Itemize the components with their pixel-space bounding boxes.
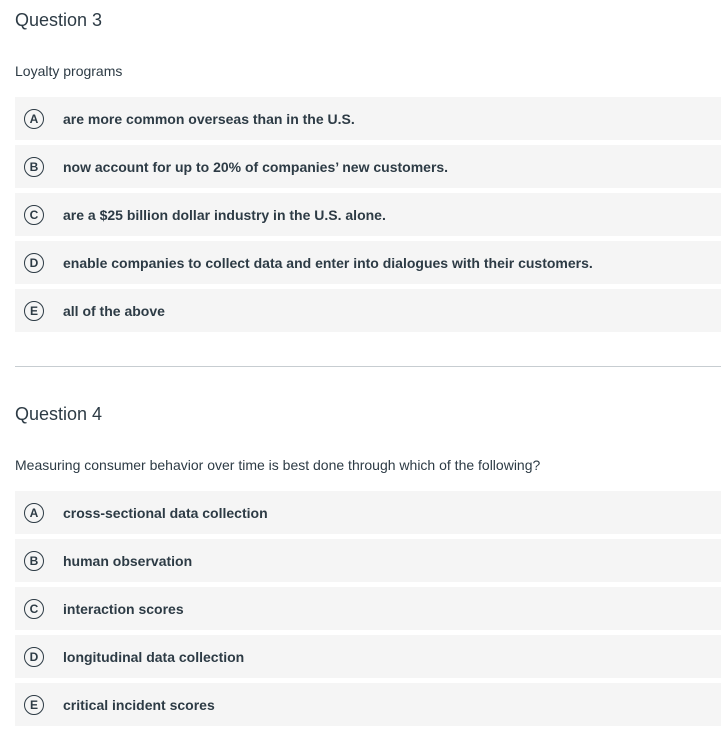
letter-a-badge: A xyxy=(24,503,44,523)
answer-text: cross-sectional data collection xyxy=(63,504,268,521)
answer-text: interaction scores xyxy=(63,600,184,617)
answer-option-e[interactable] xyxy=(15,289,721,332)
answer-option-d[interactable] xyxy=(15,635,721,678)
letter-b-badge: B xyxy=(24,551,44,571)
answer-option-a[interactable] xyxy=(15,97,721,140)
question-title: Question 3 xyxy=(15,10,103,30)
letter-b-badge: B xyxy=(24,157,44,177)
answer-list xyxy=(15,491,721,726)
letter-e-badge: E xyxy=(24,301,44,321)
letter-e-badge: E xyxy=(24,695,44,715)
answer-option-e[interactable] xyxy=(15,683,721,726)
letter-a-badge: A xyxy=(24,109,44,129)
question-4 xyxy=(15,394,721,726)
answer-text: now account for up to 20% of companies’ new customers. xyxy=(63,158,449,175)
answer-text: human observation xyxy=(63,552,193,569)
question-divider xyxy=(15,366,721,367)
question-title: Question 4 xyxy=(15,404,103,424)
answer-option-a[interactable] xyxy=(15,491,721,534)
letter-d-badge: D xyxy=(24,253,44,273)
answer-text: are a $25 billion dollar industry in the U.S. alone. xyxy=(63,206,386,223)
question-prompt: Measuring consumer behavior over time is best done through which of the following? xyxy=(15,457,541,473)
answer-text: all of the above xyxy=(63,302,165,319)
answer-list xyxy=(15,97,721,332)
answer-text: longitudinal data collection xyxy=(63,648,245,665)
answer-text: enable companies to collect data and enter into dialogues with their customers. xyxy=(63,254,593,271)
answer-option-c[interactable] xyxy=(15,587,721,630)
answer-text: critical incident scores xyxy=(63,696,215,713)
letter-c-badge: C xyxy=(24,205,44,225)
answer-option-d[interactable] xyxy=(15,241,721,284)
answer-option-b[interactable] xyxy=(15,145,721,188)
answer-option-c[interactable] xyxy=(15,193,721,236)
question-prompt: Loyalty programs xyxy=(15,63,123,79)
question-3 xyxy=(15,0,721,332)
letter-d-badge: D xyxy=(24,647,44,667)
letter-c-badge: C xyxy=(24,599,44,619)
answer-text: are more common overseas than in the U.S. xyxy=(63,110,355,127)
answer-option-b[interactable] xyxy=(15,539,721,582)
